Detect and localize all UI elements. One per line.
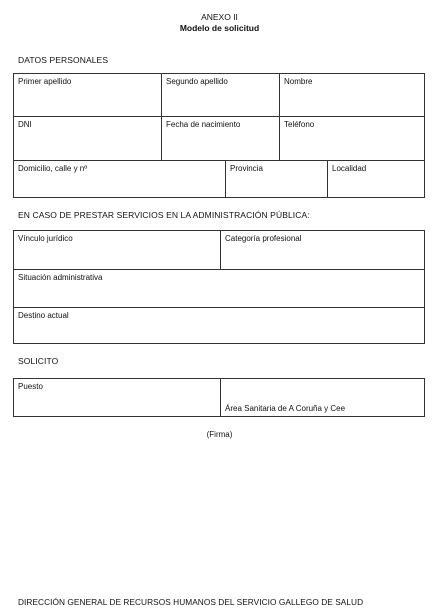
birth-date-field[interactable] bbox=[161, 117, 279, 160]
health-area-value: Área Sanitaria de A Coruña y Cee bbox=[225, 404, 346, 413]
personal-data-row-id bbox=[14, 116, 424, 160]
province-field[interactable] bbox=[225, 161, 327, 197]
second-surname-field[interactable] bbox=[161, 74, 279, 116]
birth-date-label: Fecha de nacimiento bbox=[166, 120, 241, 129]
name-label: Nombre bbox=[284, 77, 313, 86]
current-destination-field[interactable] bbox=[14, 308, 424, 343]
administrative-situation-label: Situación administrativa bbox=[18, 273, 103, 282]
personal-data-table bbox=[13, 73, 425, 198]
public-admin-section-title: EN CASO DE PRESTAR SERVICIOS EN LA ADMINISTRACIÓN PÚBLICA: bbox=[18, 210, 310, 220]
legal-bond-field[interactable] bbox=[14, 231, 220, 269]
locality-field[interactable] bbox=[327, 161, 424, 197]
annex-label: ANEXO II bbox=[201, 12, 238, 22]
public-admin-row-destination bbox=[14, 307, 424, 343]
position-label: Puesto bbox=[18, 382, 43, 391]
phone-label: Teléfono bbox=[284, 120, 315, 129]
administrative-situation-field[interactable] bbox=[14, 270, 424, 307]
document-title: Modelo de solicitud bbox=[179, 23, 260, 33]
request-table bbox=[13, 378, 425, 417]
dni-field[interactable] bbox=[14, 117, 161, 160]
signature-label: (Firma) bbox=[206, 430, 233, 439]
address-label: Domicilio, calle y nº bbox=[18, 164, 88, 173]
professional-category-field[interactable] bbox=[220, 231, 424, 269]
personal-data-row-address bbox=[14, 160, 424, 197]
professional-category-label: Categoría profesional bbox=[225, 234, 302, 243]
locality-label: Localidad bbox=[332, 164, 367, 173]
phone-field[interactable] bbox=[279, 117, 424, 160]
name-field[interactable] bbox=[279, 74, 424, 116]
public-admin-row-situation bbox=[14, 269, 424, 307]
public-admin-row-bond bbox=[14, 231, 424, 269]
position-field[interactable] bbox=[14, 379, 220, 416]
province-label: Provincia bbox=[230, 164, 263, 173]
dni-label: DNI bbox=[18, 120, 32, 129]
current-destination-label: Destino actual bbox=[18, 311, 69, 320]
footer-issuer: DIRECCIÓN GENERAL DE RECURSOS HUMANOS DEL SERVICIO GALLEGO DE SALUD bbox=[18, 597, 364, 607]
request-section-title: SOLICITO bbox=[18, 356, 59, 366]
personal-data-section-title: DATOS PERSONALES bbox=[18, 55, 109, 65]
address-field[interactable] bbox=[14, 161, 225, 197]
document-header bbox=[0, 12, 439, 34]
public-admin-table bbox=[13, 230, 425, 344]
first-surname-label: Primer apellido bbox=[18, 77, 72, 86]
first-surname-field[interactable] bbox=[14, 74, 161, 116]
personal-data-row-names bbox=[14, 74, 424, 116]
legal-bond-label: Vínculo jurídico bbox=[18, 234, 73, 243]
request-row bbox=[14, 379, 424, 416]
health-area-cell bbox=[220, 379, 424, 416]
second-surname-label: Segundo apellido bbox=[166, 77, 228, 86]
